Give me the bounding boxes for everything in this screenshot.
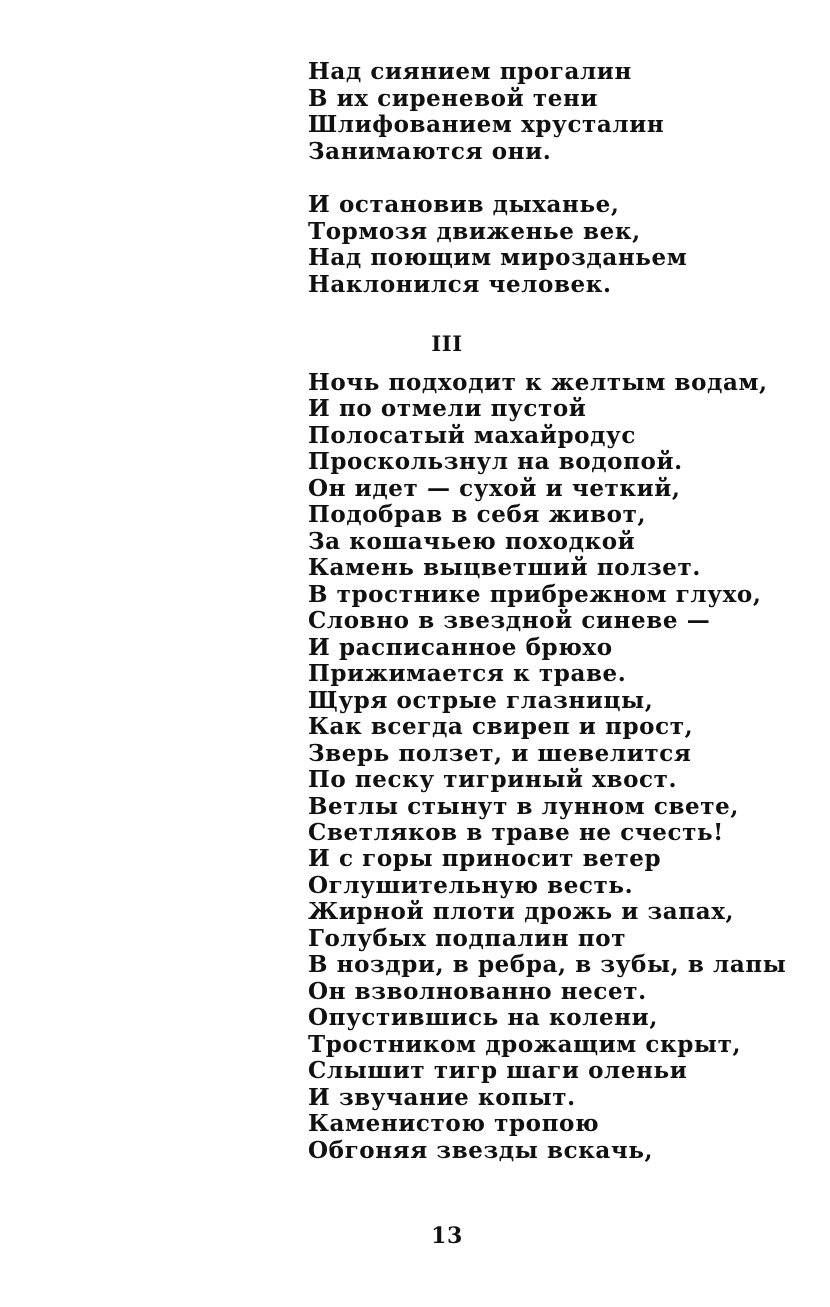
poem-line: Он взволнованно несет. [308,977,647,1005]
poem-line: И с горы приносит ветер [308,845,662,873]
poem-line: И звучание копыт. [308,1083,576,1111]
poem-line: Тростником дрожащим скрыт, [308,1030,742,1058]
poem-line: И расписанное брюхо [308,633,613,661]
poem-line: Подобрав в себя живот, [308,501,647,529]
poem-line: Тормозя движенье век, [308,217,641,245]
poem-line: Каменистою тропою [308,1110,600,1138]
poem-line: Прижимается к траве. [308,660,627,688]
poem-line: Ночь подходит к желтым водам, [308,369,768,396]
poem-line: Словно в звездной синеве — [308,607,711,635]
poem-line: Камень выцветший ползет. [308,554,701,582]
poem-line: Наклонился человек. [308,270,612,298]
poem-line: И остановив дыханье, [308,191,620,218]
poem-line: В ноздри, в ребра, в зубы, в лапы [308,951,787,979]
poem-line: Занимаются они. [308,137,552,165]
poem-line: Над сиянием прогалин [308,58,632,85]
poem-line: Оглушительную весть. [308,871,634,899]
poem-line: Слышит тигр шаги оленьи [308,1057,688,1085]
poem-line: В их сиреневой тени [308,84,599,112]
page-number: 13 [431,1223,463,1249]
poem-line: Как всегда свиреп и прост, [308,713,694,741]
poem-line: Полосатый махайродус [308,421,636,449]
section-number: III [431,331,463,356]
stanza-3 [308,370,786,1164]
stanza-2 [308,192,687,298]
poem-line: И по отмели пустой [308,395,587,423]
poem-line: Шлифованием хрусталин [308,111,665,139]
poem-line: Ветлы стынут в лунном свете, [308,792,739,820]
poem-line: Он идет — сухой и четкий, [308,474,681,502]
poem-line: За кошачьею походкой [308,527,636,555]
poem-line: Светляков в траве не счесть! [308,818,724,846]
poem-line: Зверь ползет, и шевелится [308,739,692,767]
poem-line: Проскользнул на водопой. [308,448,683,476]
poem-line: По песку тигриный хвост. [308,766,678,794]
poem-line: Над поющим мирозданьем [308,244,688,272]
poem-line: Голубых подпалин пот [308,924,627,952]
poem-line: В тростнике прибрежном глухо, [308,580,762,608]
poem-line: Щуря острые глазницы, [308,686,654,714]
poem-line: Жирной плоти дрожь и запах, [308,898,735,926]
stanza-1 [308,59,664,165]
poem-line: Обгоняя звезды вскачь, [308,1136,654,1164]
poem-line: Опустившись на колени, [308,1004,658,1032]
